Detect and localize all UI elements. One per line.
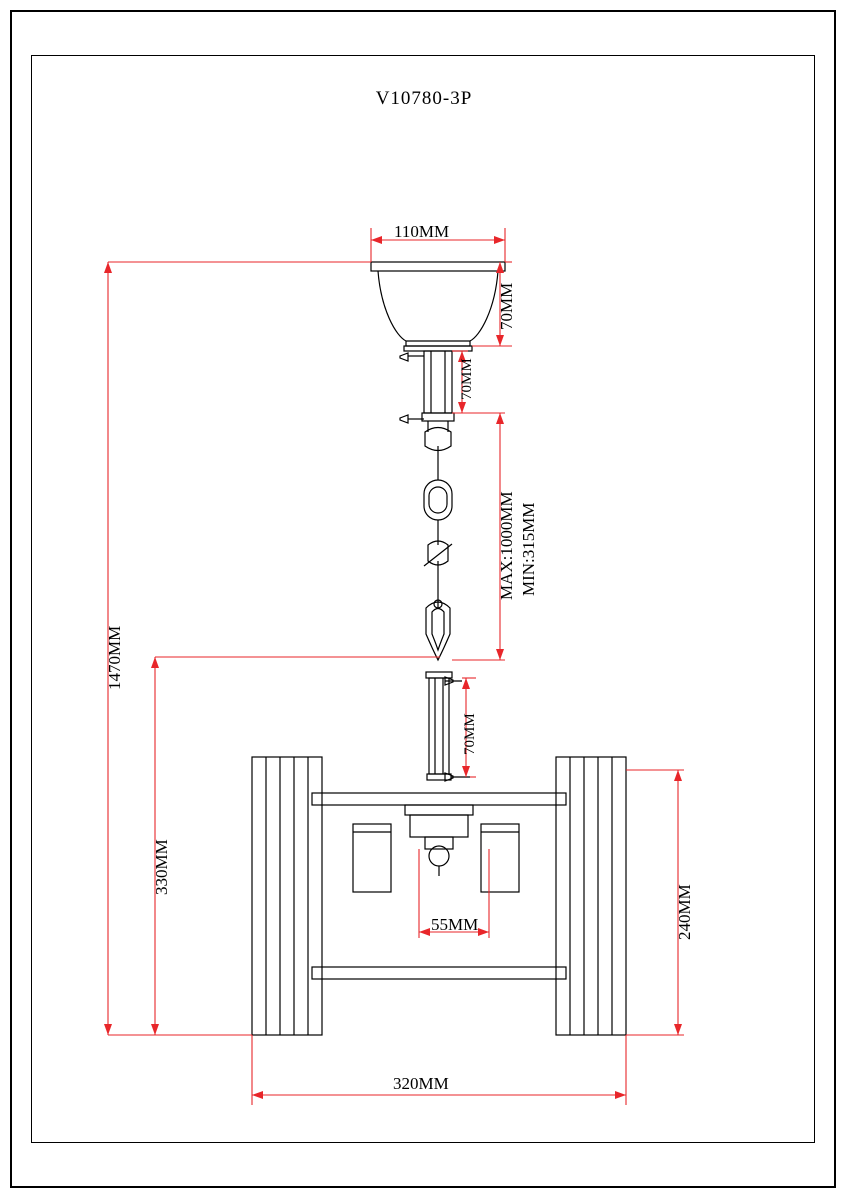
dim-label-lower-rod: 70MM: [462, 713, 478, 755]
chain-assembly: [422, 413, 454, 660]
dim-label-total-height: 1470MM: [105, 625, 124, 690]
dim-label-socket-width: 55MM: [431, 915, 479, 934]
lower-cross-arm: [312, 967, 566, 979]
dim-overall-width: [252, 1035, 626, 1105]
dim-label-chain-max: MAX:1000MM: [497, 491, 516, 600]
upper-cross-arm: [312, 793, 566, 805]
central-socket-block: [405, 805, 473, 876]
dim-label-upper-rod: 70MM: [459, 358, 475, 400]
dim-label-shade-height: 240MM: [675, 884, 694, 940]
dim-total-height: [104, 262, 371, 1035]
dim-label-canopy-height: 70MM: [497, 282, 516, 330]
lamp-shade-inner-right: [481, 824, 519, 892]
dimension-lines: [104, 228, 684, 1105]
upper-rod: [400, 351, 452, 423]
ceiling-canopy: [371, 262, 505, 351]
dim-label-canopy-width: 110MM: [394, 222, 450, 241]
lamp-shade-inner-left: [353, 824, 391, 892]
dim-label-chain-min: MIN:315MM: [519, 502, 538, 596]
drawing-title: V10780-3P: [375, 88, 473, 109]
dim-label-body-drop: 330MM: [152, 839, 171, 895]
dim-body-drop: [151, 657, 440, 1035]
dim-label-overall-width: 320MM: [393, 1074, 449, 1093]
